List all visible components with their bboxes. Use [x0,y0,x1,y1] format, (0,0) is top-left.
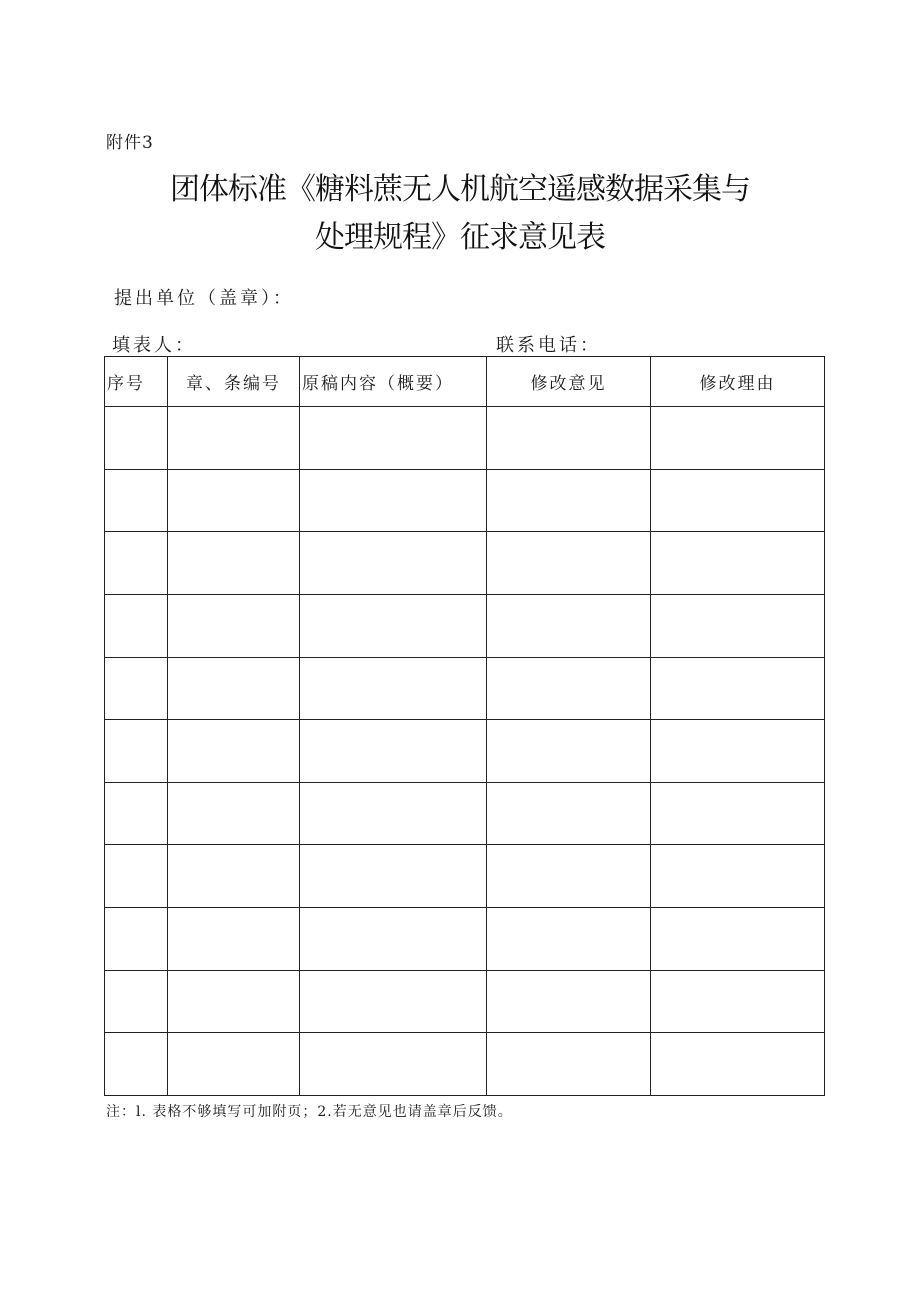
clause-number-cell[interactable] [168,720,300,783]
reason-cell[interactable] [651,720,825,783]
filler-label: 填表人： [112,335,196,356]
reason-cell[interactable] [651,908,825,971]
header-clause-number: 章、条编号 [168,357,300,407]
suggestion-cell[interactable] [487,970,651,1033]
original-content-cell[interactable] [300,845,487,908]
reason-cell[interactable] [651,1033,825,1096]
serial-number-cell[interactable] [105,657,168,720]
clause-number-cell[interactable] [168,970,300,1033]
serial-number-cell[interactable] [105,970,168,1033]
table-row [105,407,825,470]
original-content-cell[interactable] [300,532,487,595]
table-body [105,407,825,1096]
clause-number-cell[interactable] [168,469,300,532]
reason-cell[interactable] [651,532,825,595]
submitting-unit-label: 提出单位（盖章）： [114,288,294,309]
clause-number-cell[interactable] [168,657,300,720]
serial-number-cell[interactable] [105,407,168,470]
serial-number-cell[interactable] [105,720,168,783]
serial-number-cell[interactable] [105,594,168,657]
reason-cell[interactable] [651,407,825,470]
suggestion-cell[interactable] [487,1033,651,1096]
original-content-cell[interactable] [300,970,487,1033]
original-content-cell[interactable] [300,407,487,470]
reason-cell[interactable] [651,594,825,657]
table-row [105,970,825,1033]
table-row [105,908,825,971]
clause-number-cell[interactable] [168,532,300,595]
suggestion-cell[interactable] [487,782,651,845]
serial-number-cell[interactable] [105,469,168,532]
serial-number-cell[interactable] [105,532,168,595]
table-row [105,720,825,783]
clause-number-cell[interactable] [168,1033,300,1096]
serial-number-cell[interactable] [105,1033,168,1096]
clause-number-cell[interactable] [168,908,300,971]
suggestion-cell[interactable] [487,657,651,720]
table-row [105,532,825,595]
phone-label: 联系电话： [496,335,601,356]
reason-cell[interactable] [651,845,825,908]
suggestion-cell[interactable] [487,720,651,783]
suggestion-cell[interactable] [487,532,651,595]
reason-cell[interactable] [651,469,825,532]
table-row [105,469,825,532]
suggestion-cell[interactable] [487,845,651,908]
original-content-cell[interactable] [300,720,487,783]
suggestion-cell[interactable] [487,407,651,470]
suggestion-cell[interactable] [487,594,651,657]
footnote: 注：l. 表格不够填写可加附页；2.若无意见也请盖章后反馈。 [106,1104,513,1120]
form-title-line-1: 团体标准《糖料蔗无人机航空遥感数据采集与 [170,172,750,207]
table-row [105,782,825,845]
form-title-line-2: 处理规程》征求意见表 [315,220,605,255]
clause-number-cell[interactable] [168,782,300,845]
table-row [105,657,825,720]
original-content-cell[interactable] [300,908,487,971]
reason-cell[interactable] [651,782,825,845]
original-content-cell[interactable] [300,594,487,657]
table-row [105,594,825,657]
header-reason: 修改理由 [651,357,825,407]
header-suggestion: 修改意见 [487,357,651,407]
clause-number-cell[interactable] [168,407,300,470]
header-serial-number: 序号 [105,357,168,407]
serial-number-cell[interactable] [105,845,168,908]
table-row [105,1033,825,1096]
serial-number-cell[interactable] [105,908,168,971]
table-header-row [105,357,825,407]
reason-cell[interactable] [651,970,825,1033]
header-original-content: 原稿内容（概要） [300,357,487,407]
serial-number-cell[interactable] [105,782,168,845]
suggestion-cell[interactable] [487,469,651,532]
clause-number-cell[interactable] [168,594,300,657]
original-content-cell[interactable] [300,657,487,720]
suggestion-cell[interactable] [487,908,651,971]
annex-label: 附件3 [106,133,154,153]
original-content-cell[interactable] [300,469,487,532]
table-row [105,845,825,908]
reason-cell[interactable] [651,657,825,720]
clause-number-cell[interactable] [168,845,300,908]
original-content-cell[interactable] [300,782,487,845]
original-content-cell[interactable] [300,1033,487,1096]
feedback-table [104,356,825,1096]
